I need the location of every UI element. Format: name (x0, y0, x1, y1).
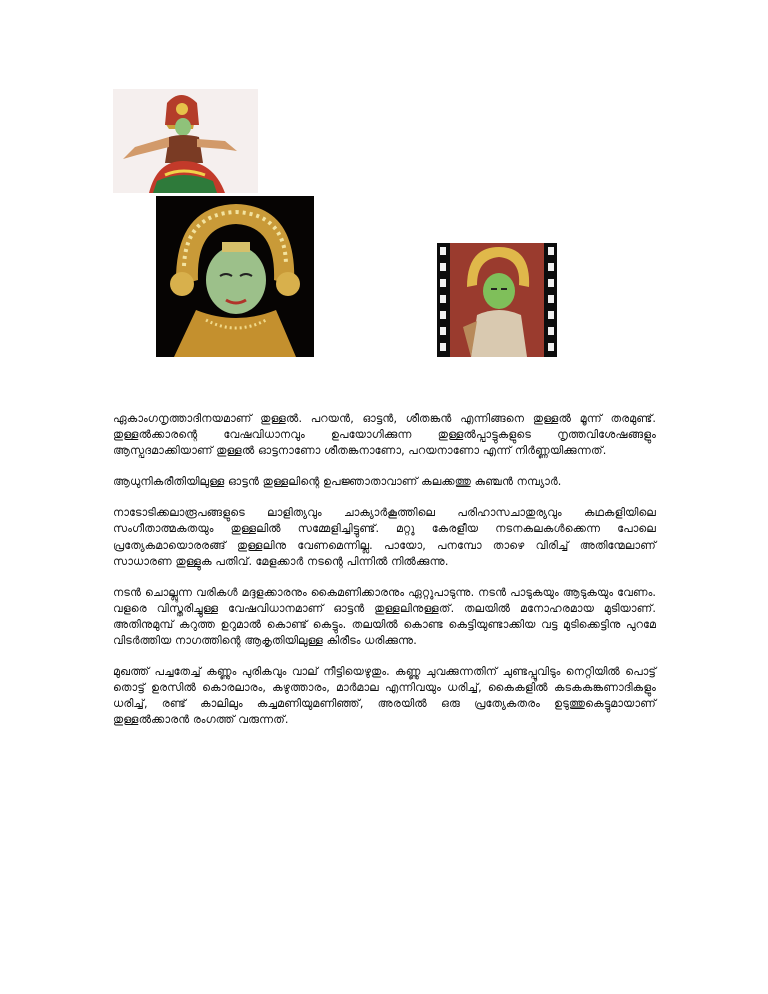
paragraph-founder: ആധുനികരീതിയിലുള്ള ഓട്ടൻ തുള്ളലിന്റെ ഉപജ്ഞാതാവാണ് കലക്കത്തു കുഞ്ചൻ നമ്പ്യാർ. (113, 475, 562, 489)
performer-photo-filmstrip (437, 243, 557, 357)
performer-photo-gesture (113, 89, 258, 193)
paragraph-stage: നാടോടിക്കലാരൂപങ്ങളുടെ ലാളിത്യവും ചാക്യാർകൂത്തിലെ പരിഹാസചാതുര്യവും കഥകളിയിലെ സംഗീതാത്മകതയും തുള്ളലിൽ സമ്മേളിച്ചിട്ടുണ്ട്. മറ്റു കേരളീയ നടനകലകൾക്കെന്ന പോലെ പ്രത്യേകമായൊരരങ്ങ് തുള്ളലിനു വേണമെന്നില്ല. പായോ, പനമ്പോ താഴെ വിരിച്ച് അതിന്മേലാണ് സാധാരണ തുള്ളുക പതിവ്. മേളക്കാർ നടന്റെ പിന്നിൽ നിൽക്കുന്നു. (113, 506, 656, 568)
paragraph-makeup: മുഖത്ത് പച്ചതേച്ച് കണ്ണും പുരികവും വാല് നീട്ടിയെഴുതും. കണ്ണു ചുവക്കുന്നതിന് ചുണ്ടപ്പൂവിടും നെറ്റിയിൽ പൊട്ട് തൊട്ട് ഉരസിൽ കൊരലാരം, കഴുത്താരം, മാർമാല എന്നിവയും ധരിച്ച്, കൈകളിൽ കടകകങ്കണാദികളും ധരിച്ച്, രണ്ട് കാലിലും കച്ചമണിയുമണിഞ്ഞ്, അരയിൽ ഒരു പ്രത്യേകതരം ഉടുത്തുകെട്ടുമായാണ് തുള്ളൽക്കാരൻ രംഗത്ത് വരുന്നത്. (113, 665, 656, 727)
paragraph-thullal-types: ഏകാംഗനൃത്താദിനയമാണ് തുള്ളൽ. പറയൻ, ഓട്ടൻ, ശീതങ്കൻ എന്നിങ്ങനെ തുള്ളൽ മൂന്ന് തരമുണ്ട്. തുള്ളൽക്കാരന്റെ വേഷവിധാനവും ഉപയോഗിക്കുന്ന തുള്ളൽപ്പാട്ടുകളുടെ നൃത്തവിശേഷങ്ങളും ആസ്പദമാക്കിയാണ് തുള്ളൽ ഓട്ടനാണോ ശീതങ്കനാണോ, പറയനാണോ എന്ന് നിർണ്ണയിക്കുന്നത്. (113, 412, 656, 458)
article-body (113, 411, 656, 744)
performer-closeup-illustration (156, 196, 314, 357)
performer-filmstrip-illustration (437, 243, 557, 357)
performer-gesture-illustration (113, 89, 258, 193)
paragraph-costume: നടൻ ചൊല്ലുന്ന വരികൾ മദ്ദളക്കാരനും കൈമണിക്കാരനും ഏറ്റുപാടുന്നു. നടൻ പാടുകയും ആടുകയും വേണം. വളരെ വിസ്തരിച്ചുള്ള വേഷവിധാനമാണ് ഓട്ടൻ തുള്ളലിനുള്ളത്. തലയിൽ മനോഹരമായ മുടിയാണ്. അതിനുമുമ്പ് കറുത്ത ഉറുമാൽ കൊണ്ട് കെട്ടും. തലയിൽ കൊണ്ട കെട്ടിയുണ്ടാക്കിയ വട്ട മുടിക്കെട്ടിനു പുറമേ വിടർത്തിയ നാഗത്തിന്റെ ആകൃതിയിലുള്ള കിരീടം ധരിക്കുന്നു. (113, 585, 656, 648)
performer-photo-closeup (156, 196, 314, 357)
